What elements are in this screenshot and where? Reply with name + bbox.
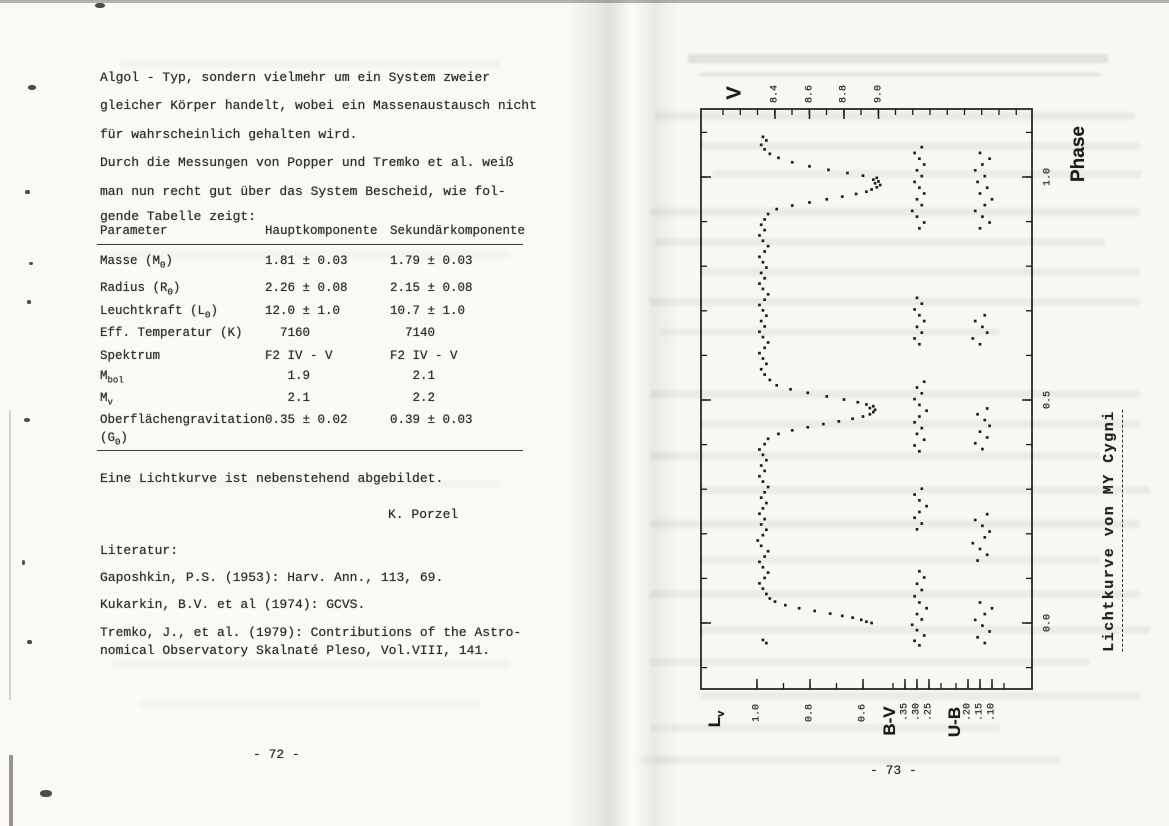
bv-tick-label: .35 [899, 702, 911, 722]
author-name: K. Porzel [388, 507, 459, 522]
table-cell-sekundaerkomponente: F2 IV - V [390, 349, 458, 363]
v-axis-label: V [723, 86, 746, 100]
table-cell-hauptkomponente: 2.1 [265, 391, 311, 405]
page-number-right: - 73 - [870, 763, 917, 778]
reference-line: Gaposhkin, P.S. (1953): Harv. Ann., 113, 69. [100, 570, 444, 585]
table-cell-hauptkomponente: 12.0 ± 1.0 [265, 304, 341, 318]
scan-speck [27, 640, 32, 644]
bv-tick-label: .25 [923, 702, 935, 722]
reference-line: nomical Observatory Skalnaté Pleso, Vol.VIII, 141. [100, 643, 491, 658]
scan-speck [25, 190, 30, 194]
table-cell-sekundaerkomponente: 1.79 ± 0.03 [390, 254, 473, 268]
bv-axis-label: B-V [880, 706, 899, 736]
scan-speck [24, 418, 30, 422]
phase-tick-label: 0.5 [1042, 390, 1054, 410]
table-cell-sekundaerkomponente: 10.7 ± 1.0 [390, 304, 466, 318]
intro-line: Algol - Typ, sondern vielmehr um ein System zweier [100, 70, 491, 85]
scan-speck [27, 300, 31, 304]
phase-axis-label: Phase [1068, 126, 1089, 182]
scan-speck [40, 790, 52, 797]
scan-speck [28, 85, 36, 90]
table-row-label: Oberflächengravitation $(G_\Theta)$ [100, 413, 266, 448]
figure-caption: Lichtkurve von MY Cygni [1101, 410, 1123, 652]
scan-speck [95, 3, 105, 8]
binding-streak [9, 755, 13, 826]
table-header-cell: Hauptkomponente [265, 224, 378, 238]
ub-tick-label: .20 [962, 702, 974, 722]
reference-line: Kukarkin, B.V. et al (1974): GCVS. [100, 597, 366, 612]
table-cell-sekundaerkomponente: 7140 [390, 326, 436, 340]
v-tick-label: 9.0 [873, 84, 884, 104]
table-cell-sekundaerkomponente: 2.15 ± 0.08 [390, 281, 473, 295]
ub-tick-label: .10 [986, 702, 998, 722]
table-header-cell: Parameter [100, 224, 168, 238]
table-cell-hauptkomponente: 1.9 [265, 369, 311, 383]
table-cell-hauptkomponente: 1.81 ± 0.03 [265, 254, 348, 268]
v-tick-label: 8.4 [769, 84, 781, 104]
scan-speck [22, 560, 25, 565]
intro-line: man nun recht gut über das System Bescheid, wie fol- [100, 184, 506, 199]
ub-axis-label: U-B [945, 706, 964, 738]
ub-tick-label: .15 [974, 702, 986, 722]
table-row-label: Leuchtkraft $(L_\Theta)$ [100, 304, 218, 321]
intro-line: gende Tabelle zeigt: [100, 209, 257, 224]
intro-line: Durch die Messungen von Popper und Tremko et al. weiß [100, 155, 514, 170]
scan-edge-artifact [0, 0, 1169, 3]
table-cell-sekundaerkomponente: 2.1 [390, 369, 436, 383]
table-cell-hauptkomponente: 2.26 ± 0.08 [265, 281, 348, 295]
table-cell-hauptkomponente: 0.35 ± 0.02 [265, 413, 348, 427]
table-cell-sekundaerkomponente: 0.39 ± 0.03 [390, 413, 473, 427]
table-header-cell: Sekundärkomponente [390, 224, 526, 238]
table-cell-hauptkomponente: F2 IV - V [265, 349, 333, 363]
lv-axis-label: $L_v$ [704, 710, 728, 728]
bv-tick-label: .30 [911, 702, 923, 722]
phase-tick-label: 1.0 [1042, 167, 1054, 187]
table-cell-sekundaerkomponente: 2.2 [390, 391, 436, 405]
reference-line: Tremko, J., et al. (1979): Contributions of the Astro- [100, 625, 522, 640]
lv-tick-label: 0.8 [804, 703, 816, 723]
page-number-left: - 72 - [253, 747, 300, 762]
phase-tick-label: 0.0 [1042, 613, 1054, 633]
lv-tick-label: 1.0 [751, 703, 763, 723]
table-row-label: $M_v$ [100, 391, 113, 408]
intro-line: gleicher Körper handelt, wobei ein Massenaustausch nicht [100, 98, 537, 113]
table-row-label: $M_{bol}$ [100, 369, 124, 386]
table-row-label: Masse $(M_\Theta)$ [100, 254, 173, 271]
table-row-label: Radius $(R_\Theta)$ [100, 281, 181, 298]
v-tick-label: 8.6 [804, 84, 815, 104]
literature-heading: Literatur: [100, 543, 179, 558]
lv-tick-label: 0.6 [857, 703, 869, 723]
lightcurve-note: Eine Lichtkurve ist nebenstehend abgebildet. [100, 471, 444, 486]
table-row-label: Spektrum [100, 349, 161, 363]
v-tick-label: 8.8 [838, 84, 850, 104]
intro-line: für wahrscheinlich gehalten wird. [100, 127, 358, 142]
scan-speck [29, 262, 33, 265]
table-cell-hauptkomponente: 7160 [265, 326, 311, 340]
table-row-label: Eff. Temperatur (K) [100, 326, 243, 340]
binding-streak [9, 410, 11, 700]
